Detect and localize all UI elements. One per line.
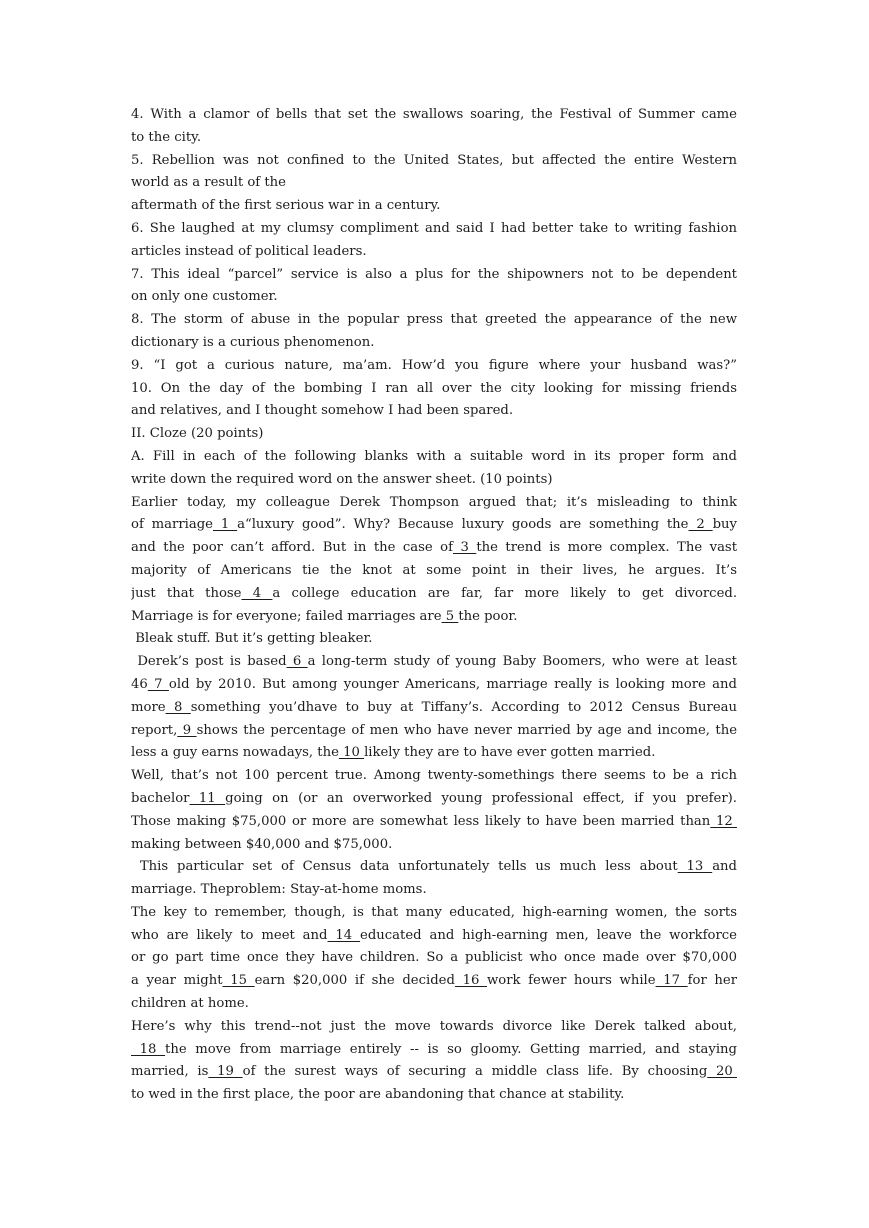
passage-line: [131, 514, 737, 537]
instructions-line-2: write down the required word on the answer sheet. (10 points): [131, 471, 553, 487]
passage-line: to wed in the first place, the poor are abandoning that chance at stability.: [131, 1087, 625, 1103]
blank-11: 11: [189, 790, 226, 806]
passage-line: Well, that’s not 100 percent true. Among twenty-somethings there seems to be a rich: [131, 768, 737, 784]
item-5-line-3: aftermath of the first serious war in a century.: [131, 198, 441, 214]
blank-8: 8: [165, 699, 191, 715]
text: and: [712, 859, 737, 875]
blank-4: 4: [241, 585, 273, 601]
text: This particular set of Census data unfortunately tells us much less about: [131, 859, 678, 875]
blank-3: 3: [453, 540, 477, 556]
text: report,: [131, 722, 178, 738]
blank-7: 7: [147, 676, 169, 692]
text: a long-term study of young Baby Boomers, who were at least: [307, 654, 737, 670]
text: Derek’s post is based: [131, 654, 287, 670]
text: work fewer hours while: [487, 973, 656, 989]
passage-line: Earlier today, my colleague Derek Thompson argued that; it’s misleading to think: [131, 494, 737, 510]
item-10-line-2: and relatives, and I thought somehow I had been spared.: [131, 403, 514, 419]
blank-15: 15: [222, 973, 255, 989]
text: going on (or an overworked young professional effect, if you prefer).: [225, 790, 737, 806]
blank-16: 16: [454, 973, 487, 989]
instructions-line-1: A. Fill in each of the following blanks with a suitable word in its proper form and: [131, 448, 737, 464]
passage-line: marriage. Theproblem: Stay-at-home moms.: [131, 882, 427, 898]
text: Those making $75,000 or more are somewhat less likely to have been married than: [131, 813, 711, 829]
item-8-line-1: 8. The storm of abuse in the popular press that greeted the appearance of the new: [131, 312, 737, 328]
document-page: [131, 104, 737, 1107]
passage-line: [131, 1039, 737, 1062]
passage-line: [131, 811, 737, 834]
text: a year might: [131, 973, 223, 989]
passage-line: [131, 742, 737, 765]
text: married, is: [131, 1064, 209, 1080]
blank-5: 5: [441, 608, 459, 624]
item-7-line-2: on only one customer.: [131, 289, 278, 305]
passage-line: [131, 697, 737, 720]
passage-line: [131, 970, 737, 993]
passage-line: [131, 583, 737, 606]
blank-19: 19: [208, 1064, 243, 1080]
text: earn $20,000 if she decided: [254, 973, 455, 989]
passage-line: [131, 720, 737, 743]
passage-line: [131, 537, 737, 560]
item-5-line-2: world as a result of the: [131, 175, 286, 191]
passage-line: [131, 651, 737, 674]
text: educated and high-earning men, leave the workforce: [360, 927, 737, 943]
text: a college education are far, far more likely to get divorced.: [272, 585, 737, 601]
text: who are likely to meet and: [131, 927, 328, 943]
blank-1: 1: [212, 517, 238, 533]
text: less a guy earns nowadays, the: [131, 745, 339, 761]
item-10-line-1: 10. On the day of the bombing I ran all over the city looking for missing friends: [131, 380, 737, 396]
passage-line: [131, 856, 737, 879]
item-4-line-2: to the city.: [131, 129, 202, 145]
passage-line: [131, 788, 737, 811]
text: likely they are to have ever gotten married.: [364, 745, 656, 761]
text: just that those: [131, 585, 242, 601]
blank-9: 9: [177, 722, 197, 738]
text: buy: [712, 517, 737, 533]
blank-18: 18: [131, 1041, 166, 1057]
item-6-line-2: articles instead of political leaders.: [131, 243, 367, 259]
blank-6: 6: [286, 654, 308, 670]
text: and the poor can’t afford. But in the case of: [131, 540, 453, 556]
text: more: [131, 699, 166, 715]
passage-line: children at home.: [131, 996, 249, 1012]
text: a“luxury good”. Why? Because luxury goods are something the: [237, 517, 689, 533]
blank-10: 10: [338, 745, 365, 761]
text: the move from marriage entirely -- is so gloomy. Getting married, and staying: [165, 1041, 737, 1057]
passage-line: The key to remember, though, is that many educated, high-earning women, the sorts: [131, 904, 737, 920]
passage-line: [131, 925, 737, 948]
text: bachelor: [131, 790, 190, 806]
blank-13: 13: [677, 859, 713, 875]
text: of marriage: [131, 517, 213, 533]
item-5-line-1: 5. Rebellion was not confined to the United States, but affected the entire Western: [131, 152, 737, 168]
text: for her: [687, 973, 737, 989]
text: old by 2010. But among younger Americans, marriage really is looking more and: [168, 676, 737, 692]
passage-line: Here’s why this trend--not just the move towards divorce like Derek talked about,: [131, 1018, 737, 1034]
item-9-line-1: 9. “I got a curious nature, ma’am. How’d you figure where your husband was?”: [131, 357, 737, 373]
blank-12: 12: [710, 813, 737, 829]
blank-20: 20: [707, 1064, 737, 1080]
item-8-line-2: dictionary is a curious phenomenon.: [131, 334, 375, 350]
text: something you’dhave to buy at Tiffany’s. According to 2012 Census Bureau: [190, 699, 737, 715]
text: 46: [131, 676, 148, 692]
section-heading: II. Cloze (20 points): [131, 426, 264, 442]
text: the trend is more complex. The vast: [476, 540, 737, 556]
text: shows the percentage of men who have never married by age and income, the: [196, 722, 737, 738]
text: of the surest ways of securing a middle class life. By choosing: [242, 1064, 708, 1080]
blank-17: 17: [655, 973, 688, 989]
blank-14: 14: [327, 927, 361, 943]
passage-line: [131, 1061, 737, 1084]
passage-line: [131, 674, 737, 697]
text: the poor.: [458, 608, 518, 624]
passage-line: majority of Americans tie the knot at some point in their lives, he argues. It’s: [131, 562, 737, 578]
passage-line: making between $40,000 and $75,000.: [131, 836, 393, 852]
item-4-line-1: 4. With a clamor of bells that set the swallows soaring, the Festival of Summer came: [131, 107, 737, 122]
item-6-line-1: 6. She laughed at my clumsy compliment and said I had better take to writing fashion: [131, 220, 737, 236]
passage-line: [131, 606, 737, 629]
passage-line: Bleak stuff. But it’s getting bleaker.: [131, 631, 373, 647]
item-7-line-1: 7. This ideal “parcel” service is also a plus for the shipowners not to be dependent: [131, 266, 737, 282]
blank-2: 2: [688, 517, 713, 533]
passage-line: or go part time once they have children. So a publicist who once made over $70,000: [131, 950, 737, 966]
text: Marriage is for everyone; failed marriages are: [131, 608, 442, 624]
